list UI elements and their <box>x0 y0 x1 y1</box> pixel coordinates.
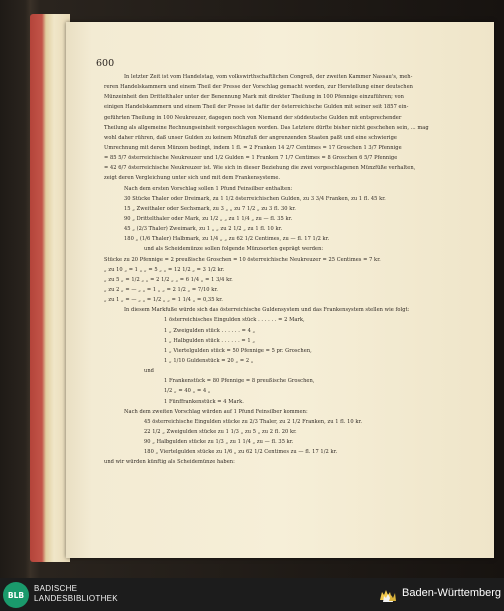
text-line: 30 Stücke Thaler oder Dreimark, zu 1 1/2 österreichischen Gulden, zu 3 3/4 Franken, zu 1 fl. 45 kr. <box>124 195 386 202</box>
text-line: 45 „ (2/3 Thaler) Zweimark, zu 1 „ „ zu 2 1/2 „ zu 1 fl. 10 kr. <box>124 226 283 233</box>
text-line: = 42 6/7 österreichische Neukreuzer ist. Wie sich in dieser Beziehung die zwei vorgeschlagenen Münzfüße verhalten, <box>104 165 416 172</box>
library-name[interactable] <box>34 584 118 604</box>
text-line: „ zu 2 „ = — „ „ = 1 „ „ = 2 1/2 „ = 7/10 kr. <box>104 286 218 293</box>
text-line: = 85 5/7 österreichische Neukreuzer und 1/2 Gulden = 1 Franken 7 1/7 Centimes = 8 Groschen 6 5/7 Pfennige <box>104 155 398 162</box>
blb-logo-icon[interactable]: BLB <box>3 582 29 608</box>
text-line: 22 1/2 „ Zweigulden stücke zu 1 1/3 „ zu 5 „ zu 2 fl. 20 kr. <box>144 428 297 435</box>
text-line: 1 Fünffrankenstück = 4 Mark. <box>164 398 244 405</box>
book-page-edges <box>30 14 70 562</box>
page-text-body <box>104 72 484 467</box>
book-page <box>66 22 494 558</box>
text-line: „ zu 5 „ = 1/2 „ „ = 2 1/2 „ „ = 6 1/4 „ = 1 3/4 kr. <box>104 276 233 283</box>
baden-wuerttemberg-lions-icon <box>378 586 398 604</box>
text-line: und als Scheidemünze sollen folgende Münzsorten geprägt werden: <box>144 246 324 253</box>
text-line: 1 österreichisches Eingulden stück . . . . . . = 2 Mark, <box>164 317 305 324</box>
text-line: 1 „ 1/10 Guldenstück = 20 „ = 2 „ <box>164 357 254 364</box>
library-name-line2: LANDESBIBLIOTHEK <box>34 594 118 603</box>
text-line: Nach dem ersten Vorschlag sollen 1 Pfund Feinsilber enthalten: <box>124 185 293 192</box>
text-line: 15 „ Zweithaler oder Sechsmark, zu 3 „ „ zu 7 1/2 „ zu 3 fl. 30 kr. <box>124 205 296 212</box>
text-line: einigen Handelskammern und einem Theil der Presse ist dafür der österreichische Gulden mit seiner seit 1857 ein- <box>104 104 409 111</box>
text-line: und wir würden künftig als Scheidemünze haben: <box>104 459 235 466</box>
text-line: 1 Frankenstück = 80 Pfennige = 8 preußische Groschen, <box>164 378 315 385</box>
text-line: „ zu 10 „ = 1 „ „ = 5 „ „ = 12 1/2 „ = 3 1/2 kr. <box>104 266 225 273</box>
text-line: „ zu 1 „ = — „ „ = 1/2 „ „ = 1 1/4 „ = 0,35 kr. <box>104 297 223 304</box>
text-line: In diesem Markfuße würde sich das österreichische Guldensystem und das Frankensystem stellen wie folgt: <box>124 307 410 314</box>
text-line: zeigt deren Vergleichung unter sich und mit dem Frankensysteme. <box>104 175 281 182</box>
text-line: 1 „ Halbgulden stück . . . . . . = 1 „ <box>164 337 256 344</box>
text-line: 1 „ Zweigulden stück . . . . . . = 4 „ <box>164 327 256 334</box>
text-line: 180 „ Viertelgulden stücke zu 1/6 „ zu 62 1/2 Centimes zu — fl. 17 1/2 kr. <box>144 449 338 456</box>
text-line: reren Handelskammern und einem Theil der Presse der Vorschlag gemacht worden, zur Herstellung einer deutschen <box>104 84 413 91</box>
page-number: 600 <box>96 58 115 69</box>
text-line: Nach dem zweiten Vorschlag würden auf 1 Pfund Feinsilber kommen: <box>124 408 308 415</box>
text-line: 1 „ Viertelgulden stück = 50 Pfennige = 5 pr. Groschen, <box>164 347 312 354</box>
text-line: 90 „ Halbgulden stücke zu 1/3 „ zu 1 1/4 „ zu — fl. 35 kr. <box>144 439 294 446</box>
text-line: geführten Theilung in 100 Neukreuzer, dagegen noch von Niemand der süddeutsche Gulden mit entsprechender <box>104 114 402 121</box>
text-line: Stücke zu 20 Pfennige = 2 preußische Groschen = 10 österreichische Neukreuzer = 25 Centimes = 7 kr. <box>104 256 381 263</box>
library-name-line1: BADISCHE <box>34 584 78 593</box>
text-line: Theilung als allgemeine Rechnungseinheit vorgeschlagen worden. Das Letztere dürfte bisher nicht geschehen sein, ... mag <box>104 124 429 131</box>
text-line: Münzeinheit den Drittelthaler unter der Benennung Mark mit direkter Theilung in 100 Pfennige einzuführen; von <box>104 94 404 101</box>
state-name[interactable]: Baden-Württemberg <box>402 587 502 599</box>
text-line: 180 „ (1/6 Thaler) Halbmark, zu 1/4 „ „ zu 62 1/2 Centimes, zu — fl. 17 1/2 kr. <box>124 236 330 243</box>
text-line: 90 „ Drittelthaler oder Mark, zu 1/2 „ „ zu 1 1/4 „ zu — fl. 35 kr. <box>124 215 293 222</box>
text-line: und <box>144 368 154 375</box>
text-line: 1/2 „ = 40 „ = 4 „ <box>164 388 211 395</box>
text-line: In letzter Zeit ist vom Handelstag, vom volkswirthschaftlichen Congreß, der zweiten Kammer Nassau's, meh- <box>124 74 413 80</box>
text-line: 45 österreichische Eingulden stücke zu 2/3 Thaler, zu 2 1/2 Franken, zu 1 fl. 10 kr. <box>144 418 363 425</box>
text-line: wohl daher rühren, daß unser Gulden zu keinem Münzfuß der angrenzenden Staaten paßt und eine schwierige <box>104 134 397 141</box>
text-line: Umrechnung mit deren Münzen bedingt, indem 1 fl. = 2 Franken 14 2/7 Centimes = 17 Groschen 1 3/7 Pfennige <box>104 144 402 151</box>
